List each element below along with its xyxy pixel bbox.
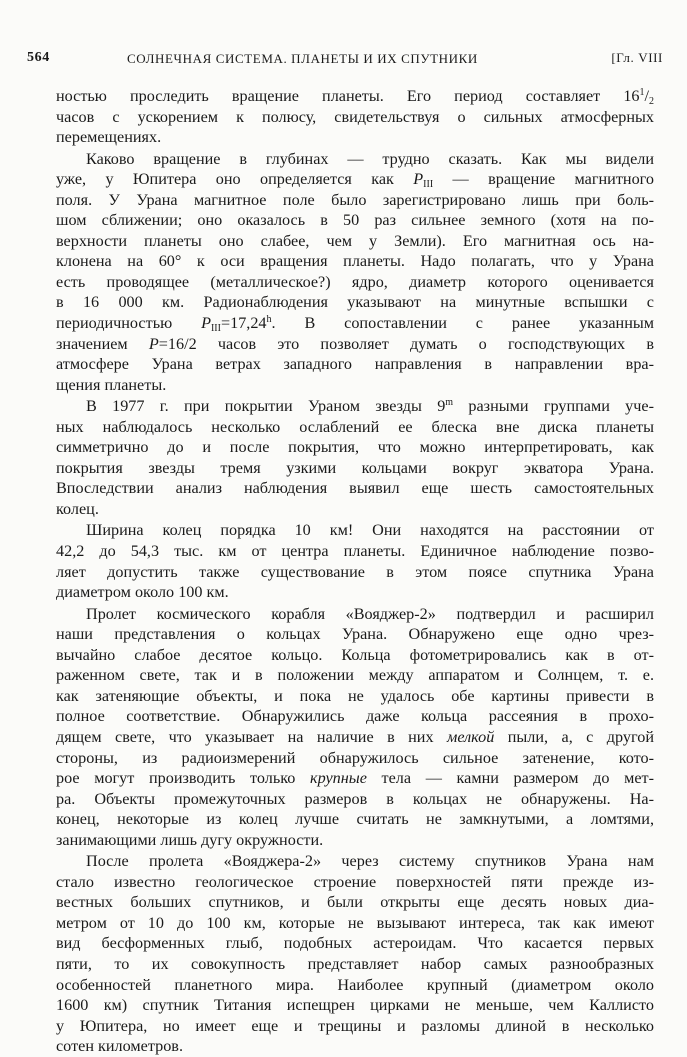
text-line: в 16 000 км. Радионаблюдения указывают на минутные вспышки с [56,293,654,312]
text-line: стало известно геологическое строение поверхностей пяти прежде из- [56,872,654,891]
paragraph [56,396,654,519]
text-line: ра. Объекты промежуточных размеров в кольцах не обнаружены. На- [56,789,654,808]
text-line: шом сближении; оно оказалось в 50 раз сильнее земного (хотя на по- [56,211,654,230]
text-line: Ширина колец порядка 10 км! Они находятся на расстоянии от [86,521,654,540]
text-line: верхности планеты оно слабее, чем у Земли). Его магнитная ось на- [56,231,654,250]
text-line: колец. [56,499,99,518]
text-line: клонена на 60° к оси вращения планеты. Надо полагать, что у Урана [56,252,654,271]
text-line: Впоследствии анализ наблюдения выявил еще шесть самостоятельных [56,479,654,498]
text-line: раженном свете, так и в положении между аппаратом и Солнцем, т. е. [56,666,654,685]
paragraph [56,86,654,148]
text-line: атмосфере Урана ветрах западного направления в направлении вра- [56,355,654,374]
text-line: вид бесформенных глыб, подобных астероидам. Что касается первых [56,934,654,953]
text-line: Каково вращение в глубинах — трудно сказать. Как мы видели [86,149,654,168]
text-line: ляет допустить также существование в этом поясе спутника Урана [56,562,654,581]
text-line: щения планеты. [56,375,167,394]
body-text [56,86,654,1057]
text-line: ностью проследить вращение планеты. Его период составляет $16^1/_2$ [56,87,654,107]
text-line: рое могут производить только крупные тела — камни размером до мет- [56,769,654,788]
text-line: 1600 км) спутник Титания испещрен цирками не меньше, чем Каллисто [56,996,654,1015]
page-header [27,50,667,70]
text-line: покрытия звезды тремя узкими кольцами вокруг экватора Урана. [56,458,654,477]
paragraph [56,851,654,1056]
chapter-label: [Гл. VIII [611,50,663,65]
text-line: уже, у Юпитера оно определяется как $P_{III}$ — вращение магнитного [56,170,654,191]
text-line: вестных больших спутников, и были открыты еще десять новых диа- [56,893,654,912]
text-line: наши представления о кольцах Урана. Обнаружено еще одно чрез- [56,625,654,644]
text-line: дящем свете, что указывает на наличие в них мелкой пыли, а, с другой [56,727,654,746]
text-line: После пролета «Вояджера-2» через систему спутников Урана нам [86,852,654,871]
text-line: диаметром около 100 км. [56,583,229,602]
text-line: вычайно слабое десятое кольцо. Кольца фотометрировались как в от- [56,645,654,664]
text-line: у Юпитера, но имеет еще и трещины и разломы длиной в несколько [56,1016,654,1035]
paragraph [56,149,654,396]
text-line: часов с ускорением к полюсу, свидетельствуя о сильных атмосферных [56,107,654,126]
paragraph [56,520,654,602]
text-line: симметрично до и после покрытия, что можно интерпретировать, как [56,438,654,457]
text-line: периодичностью $P_{III}=17,24^h$. В сопоставлении с ранее указанным [56,314,654,335]
text-line: ных наблюдалось несколько ослаблений ее блеска вне диска планеты [56,417,654,436]
text-line: значением P=16/2 часов это позволяет думать о господствующих в [56,334,654,353]
text-line: В 1977 г. при покрытии Ураном звезды 9$^m$ разными группами уче- [86,397,654,416]
text-line: Пролет космического корабля «Вояджер-2» подтвердил и расширил [86,604,654,623]
text-line: 42,2 до 54,3 тыс. км от центра планеты. Единичное наблюдение позво- [56,542,654,561]
text-line: стороны, из радиоизмерений обнаружилось сильное затенение, кото- [56,748,654,767]
page-number: 564 [27,50,50,65]
text-line: как затеняющие объекты, и пока не удалось обе картины привести в [56,686,654,705]
text-line: есть проводящее (металлическое?) ядро, диаметр которого оценивается [56,272,654,291]
text-line: сотен километров. [56,1037,184,1056]
running-title: СОЛНЕЧНАЯ СИСТЕМА. ПЛАНЕТЫ И ИХ СПУТНИКИ [127,51,478,66]
text-line: полное соответствие. Обнаружились даже кольца рассеяния в прохо- [56,707,654,726]
paragraph [56,604,654,851]
text-line: метром от 10 до 100 км, которые не вызывают интереса, так как имеют [56,913,654,932]
text-line: занимающими лишь дугу окружности. [56,830,324,849]
text-line: особенностей планетного мира. Наиболее крупный (диаметром около [56,975,654,994]
text-line: конец, некоторые из колец лучше считать не замкнутыми, а ломтями, [56,810,654,829]
text-line: пяти, то их совокупность представляет набор самых разнообразных [56,954,654,973]
text-line: поля. У Урана магнитное поле было зарегистрировано лишь при боль- [56,190,654,209]
text-line: перемещениях. [56,128,162,147]
